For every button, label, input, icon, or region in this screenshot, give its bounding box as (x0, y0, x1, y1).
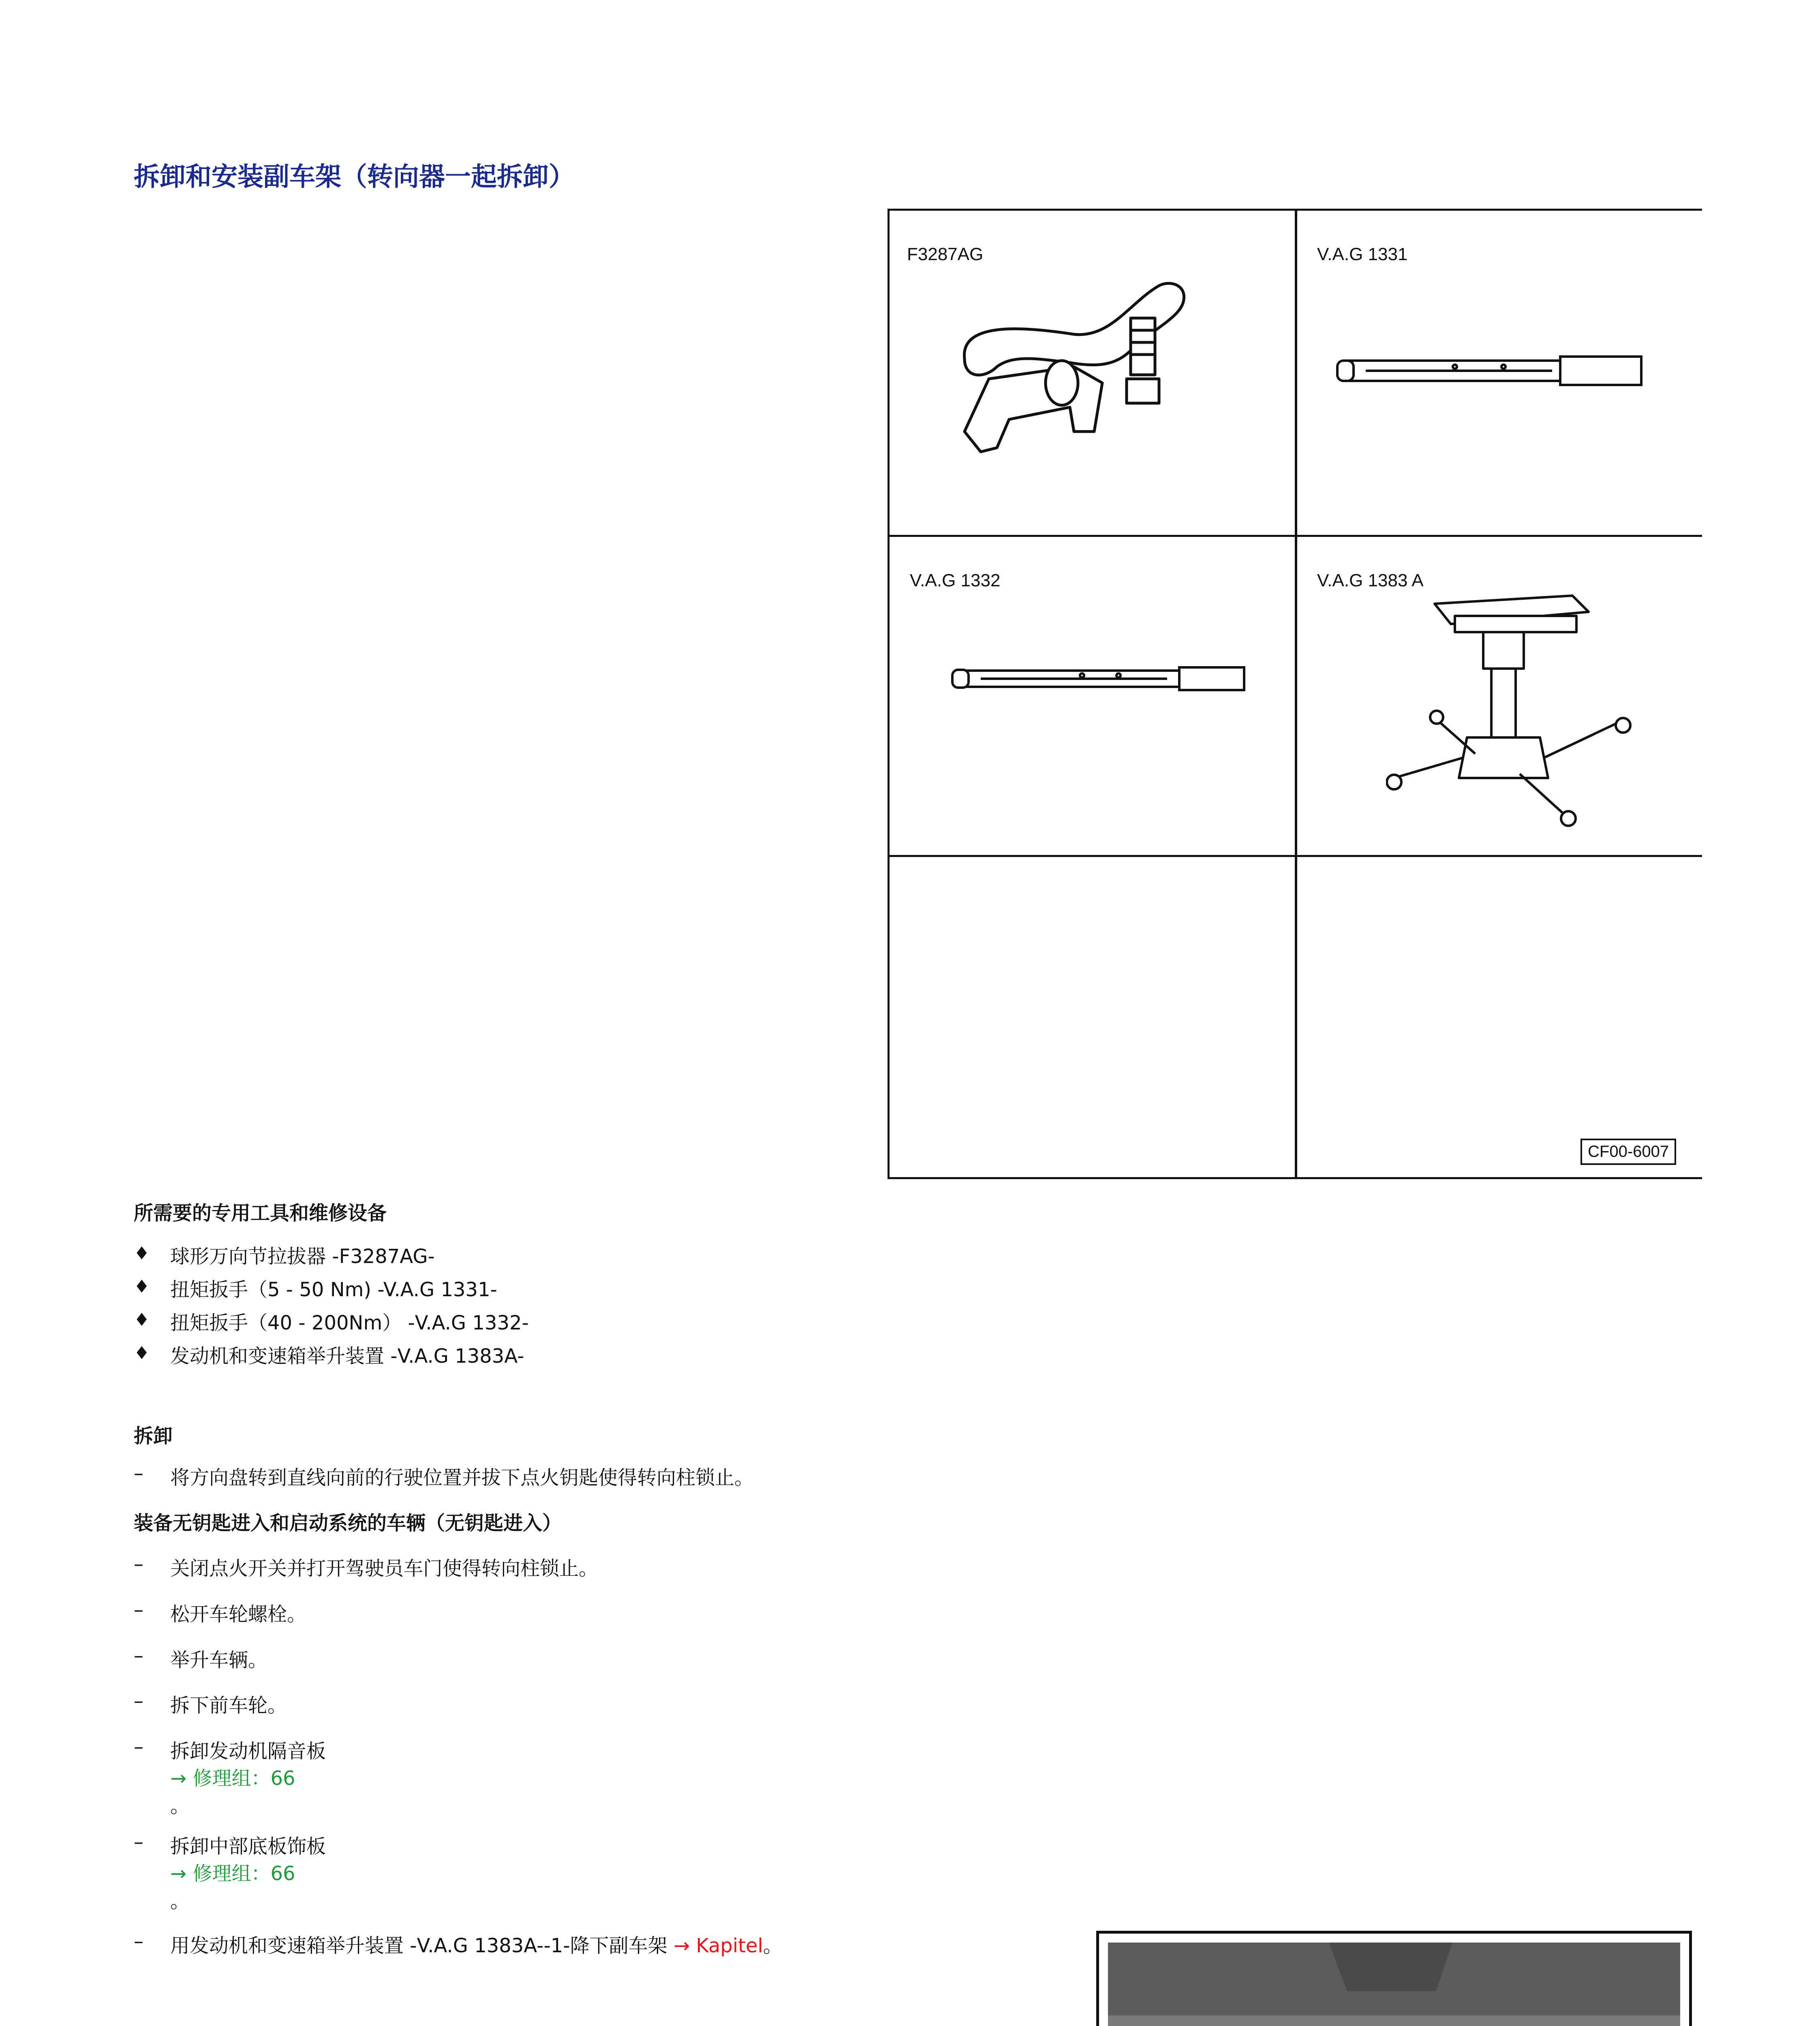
keyless-heading: 装备无钥匙进入和启动系统的车辆（无钥匙进入） (134, 1512, 562, 1534)
subframe-photo (1096, 1931, 1692, 2026)
torque-wrench-icon (948, 654, 1252, 703)
tool-label-vag1331: V.A.G 1331 (1317, 244, 1408, 264)
dash-marker: – (134, 1831, 143, 1853)
step-text: 拆卸发动机隔音板 (170, 1740, 326, 1763)
step-text: 拆下前车轮。 (170, 1694, 287, 1717)
bullet-marker: ♦ (134, 1310, 150, 1330)
tool-item: 发动机和变速箱举升装置 -V.A.G 1383A- (170, 1345, 524, 1368)
page-title: 拆卸和安装副车架（转向器一起拆卸） (134, 162, 575, 192)
dash-marker: – (134, 1599, 143, 1621)
tool-item: 扭矩扳手（40 - 200Nm） -V.A.G 1332- (170, 1312, 529, 1334)
tool-label-f3287ag: F3287AG (907, 244, 984, 264)
step-end: 。 (170, 1890, 190, 1913)
tool-label-vag1332: V.A.G 1332 (910, 571, 1001, 590)
dash-marker: – (134, 1644, 143, 1667)
tool-item: 球形万向节拉拔器 -F3287AG- (170, 1245, 435, 1268)
bullet-marker: ♦ (134, 1276, 150, 1297)
figure-code: CF00-6007 (1580, 1139, 1676, 1165)
step-text: 拆卸中部底板饰板 (170, 1835, 326, 1858)
repair-group-link[interactable]: → 修理组：66 (170, 1862, 295, 1885)
dash-marker: – (134, 1735, 143, 1758)
step-main-text: 用发动机和变速箱举升装置 -V.A.G 1383A--1-降下副车架 (170, 1934, 667, 1957)
step-text: 关闭点火开关并打开驾驶员车门使得转向柱锁止。 (170, 1557, 599, 1580)
dash-marker: – (134, 1690, 143, 1712)
bullet-marker: ♦ (134, 1343, 150, 1363)
removal-heading: 拆卸 (134, 1425, 173, 1447)
dash-marker: – (134, 1462, 143, 1485)
step-text: 松开车轮螺栓。 (170, 1603, 307, 1626)
tools-figure-grid (888, 209, 1702, 1179)
engine-lift-icon (1386, 588, 1645, 839)
repair-group-link[interactable]: → 修理组：66 (170, 1767, 295, 1790)
torque-wrench-icon (1333, 342, 1657, 403)
step-end: 。 (763, 1934, 783, 1957)
undercarriage-image (1108, 1943, 1680, 2026)
ball-joint-puller-icon (940, 261, 1216, 504)
step-text: 将方向盘转到直线向前的行驶位置并拔下点火钥匙使得转向柱锁止。 (170, 1466, 754, 1489)
kapitel-link[interactable]: → Kapitel (673, 1934, 763, 1957)
bullet-marker: ♦ (134, 1243, 150, 1264)
dash-marker: – (134, 1930, 143, 1953)
dash-marker: – (134, 1553, 143, 1575)
step-text (170, 1930, 783, 1958)
step-end: 。 (170, 1795, 190, 1817)
tools-heading: 所需要的专用工具和维修设备 (134, 1202, 387, 1225)
step-text: 举升车辆。 (170, 1649, 268, 1671)
tool-label-vag1383a: V.A.G 1383 A (1317, 571, 1424, 590)
tool-item: 扭矩扳手（5 - 50 Nm) -V.A.G 1331- (170, 1278, 497, 1301)
